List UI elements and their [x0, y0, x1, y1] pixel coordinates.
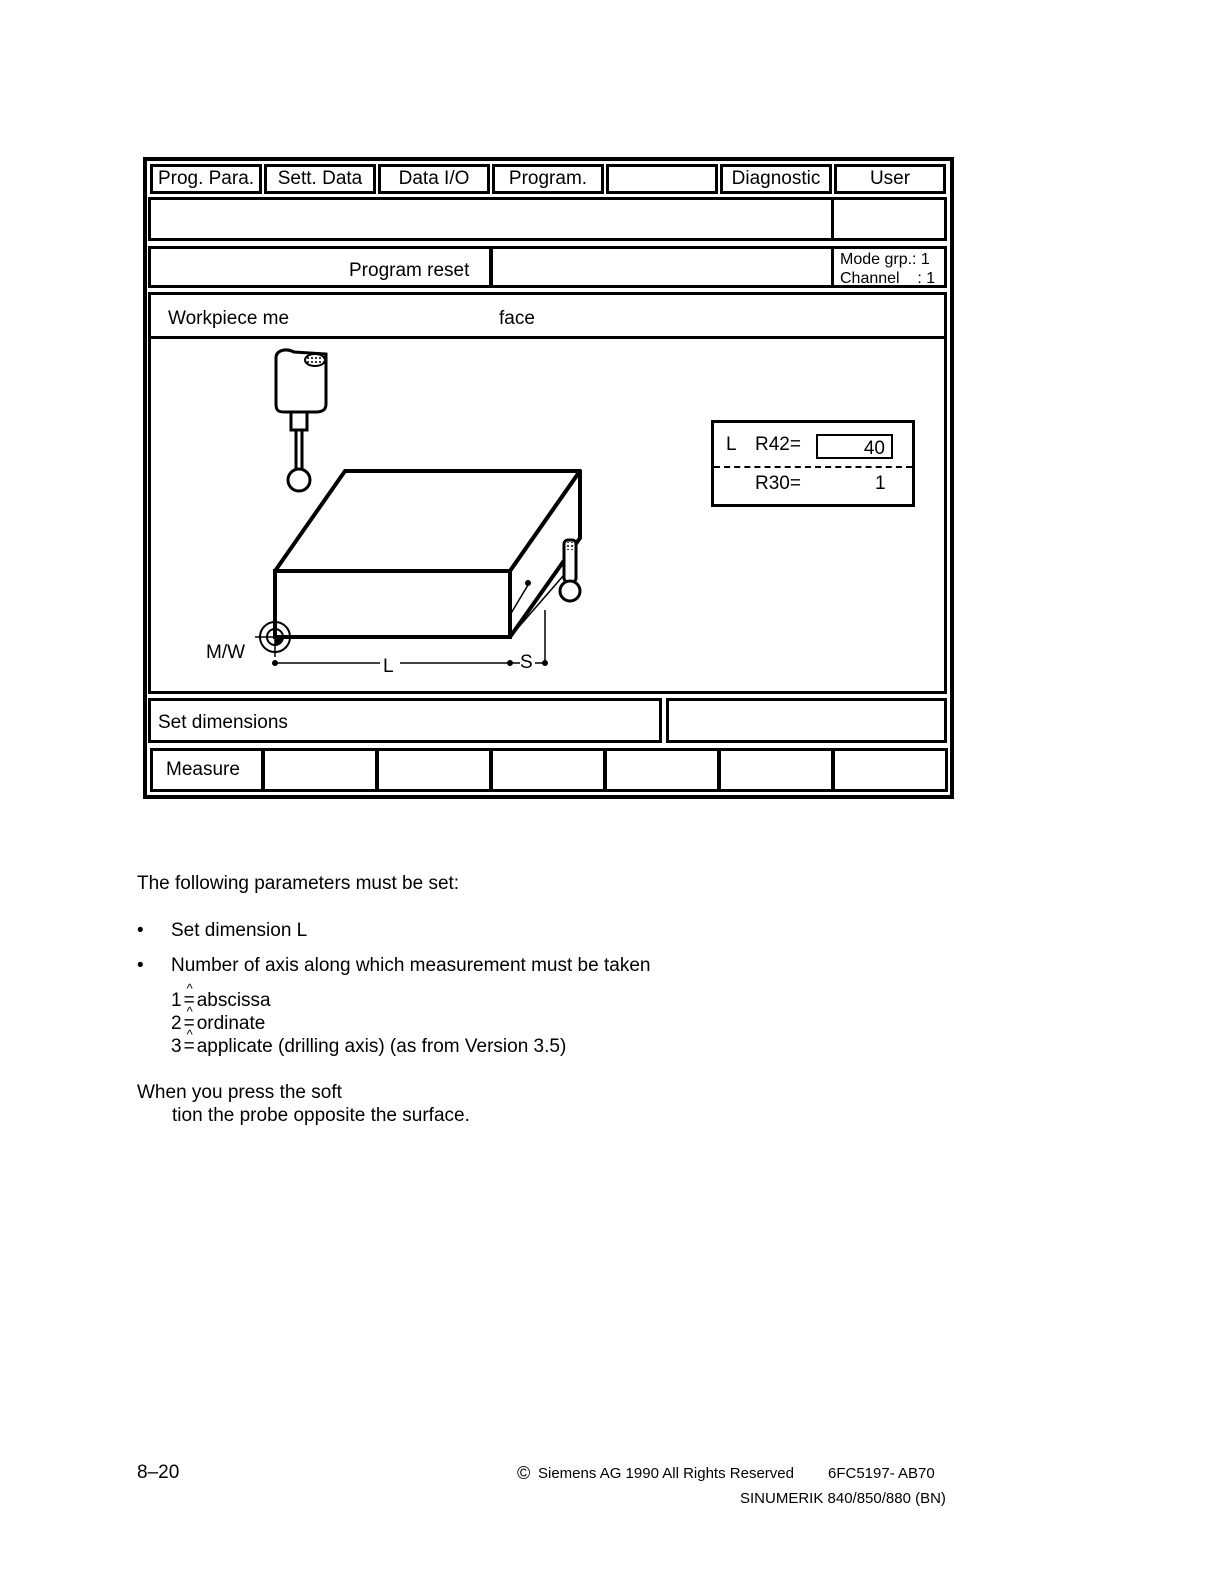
axis-option-3-text: applicate (drilling axis) (as from Version 3.5): [196, 1036, 567, 1057]
softkey-4[interactable]: [490, 748, 606, 792]
length-label: L: [383, 656, 394, 677]
origin-label: M/W: [206, 642, 246, 663]
axis-option-3: [171, 1037, 566, 1056]
corresponds-symbol: ^ =: [184, 1037, 195, 1056]
tab-user[interactable]: User: [834, 164, 946, 194]
intro-text: The following parameters must be set:: [137, 873, 460, 894]
bullet-item-1: Set dimension L: [171, 920, 308, 941]
axis-option-2: [171, 1014, 265, 1033]
param-r30-value: 1: [875, 473, 886, 494]
mode-channel-field: [831, 246, 947, 288]
page-number: 8–20: [137, 1462, 180, 1483]
softkey-5[interactable]: [604, 748, 720, 792]
product-name: SINUMERIK 840/850/880 (BN): [740, 1490, 946, 1507]
param-r42-value: 40: [863, 438, 885, 459]
program-state-field: [148, 246, 492, 288]
softkey-3[interactable]: [376, 748, 492, 792]
param-r30-label: R30=: [755, 473, 801, 494]
bullet-marker-2: •: [137, 955, 144, 976]
probe-measurement-diagram: [150, 340, 710, 690]
axis-option-2-text: ordinate: [196, 1013, 266, 1034]
param-r42-input[interactable]: [816, 434, 893, 459]
softkey-7[interactable]: [832, 748, 948, 792]
softkey-2[interactable]: [262, 748, 378, 792]
panel-title-left: Workpiece me: [168, 308, 290, 329]
tab-data-io[interactable]: Data I/O: [378, 164, 490, 194]
status-field-middle: [490, 246, 834, 288]
softkey-measure-label: Measure: [166, 759, 240, 780]
dialog-message: Set dimensions: [158, 712, 288, 733]
axis-option-3-num: 3: [171, 1036, 182, 1057]
panel-title-right: face: [499, 308, 535, 329]
panel-title-divider: [148, 336, 947, 339]
alarm-indicator: [831, 197, 947, 241]
axis-option-1-num: 1: [171, 990, 182, 1011]
softkey-measure[interactable]: [150, 748, 264, 792]
dialog-line: [148, 698, 662, 743]
corresponds-symbol: ^ =: [184, 1014, 195, 1033]
channel: Channel : 1: [840, 270, 936, 287]
workpiece-icon: [275, 471, 580, 637]
param-axis-label: L: [726, 434, 737, 455]
softkey-note-line2: tion the probe opposite the surface.: [172, 1105, 470, 1126]
corresponds-symbol: ^ =: [184, 991, 195, 1010]
bullet-item-2: Number of axis along which measurement must be taken: [171, 955, 651, 976]
tab-sett-data[interactable]: Sett. Data: [264, 164, 376, 194]
bullet-marker-1: •: [137, 920, 144, 941]
axis-option-1-text: abscissa: [196, 990, 271, 1011]
copyright-symbol: ©: [517, 1463, 531, 1483]
vertical-probe-icon: [276, 350, 326, 491]
program-state: Program reset: [349, 260, 470, 281]
tab-program[interactable]: Program.: [492, 164, 604, 194]
parameter-divider: [714, 466, 912, 468]
safety-label: S: [520, 652, 533, 673]
mode-group: Mode grp.: 1: [840, 251, 930, 268]
tab-empty[interactable]: [606, 164, 718, 194]
tab-diagnostic[interactable]: Diagnostic: [720, 164, 832, 194]
softkey-6[interactable]: [718, 748, 834, 792]
alarm-line: [148, 197, 834, 241]
dialog-right-field: [666, 698, 947, 743]
axis-option-2-num: 2: [171, 1013, 182, 1034]
copyright-text: Siemens AG 1990 All Rights Reserved: [538, 1465, 794, 1482]
param-r42-label: R42=: [755, 434, 801, 455]
order-number: 6FC5197- AB70: [828, 1465, 935, 1482]
dimension-lines: [272, 660, 548, 666]
tab-prog-para[interactable]: Prog. Para.: [150, 164, 262, 194]
softkey-note-line1: When you press the soft: [137, 1082, 342, 1103]
